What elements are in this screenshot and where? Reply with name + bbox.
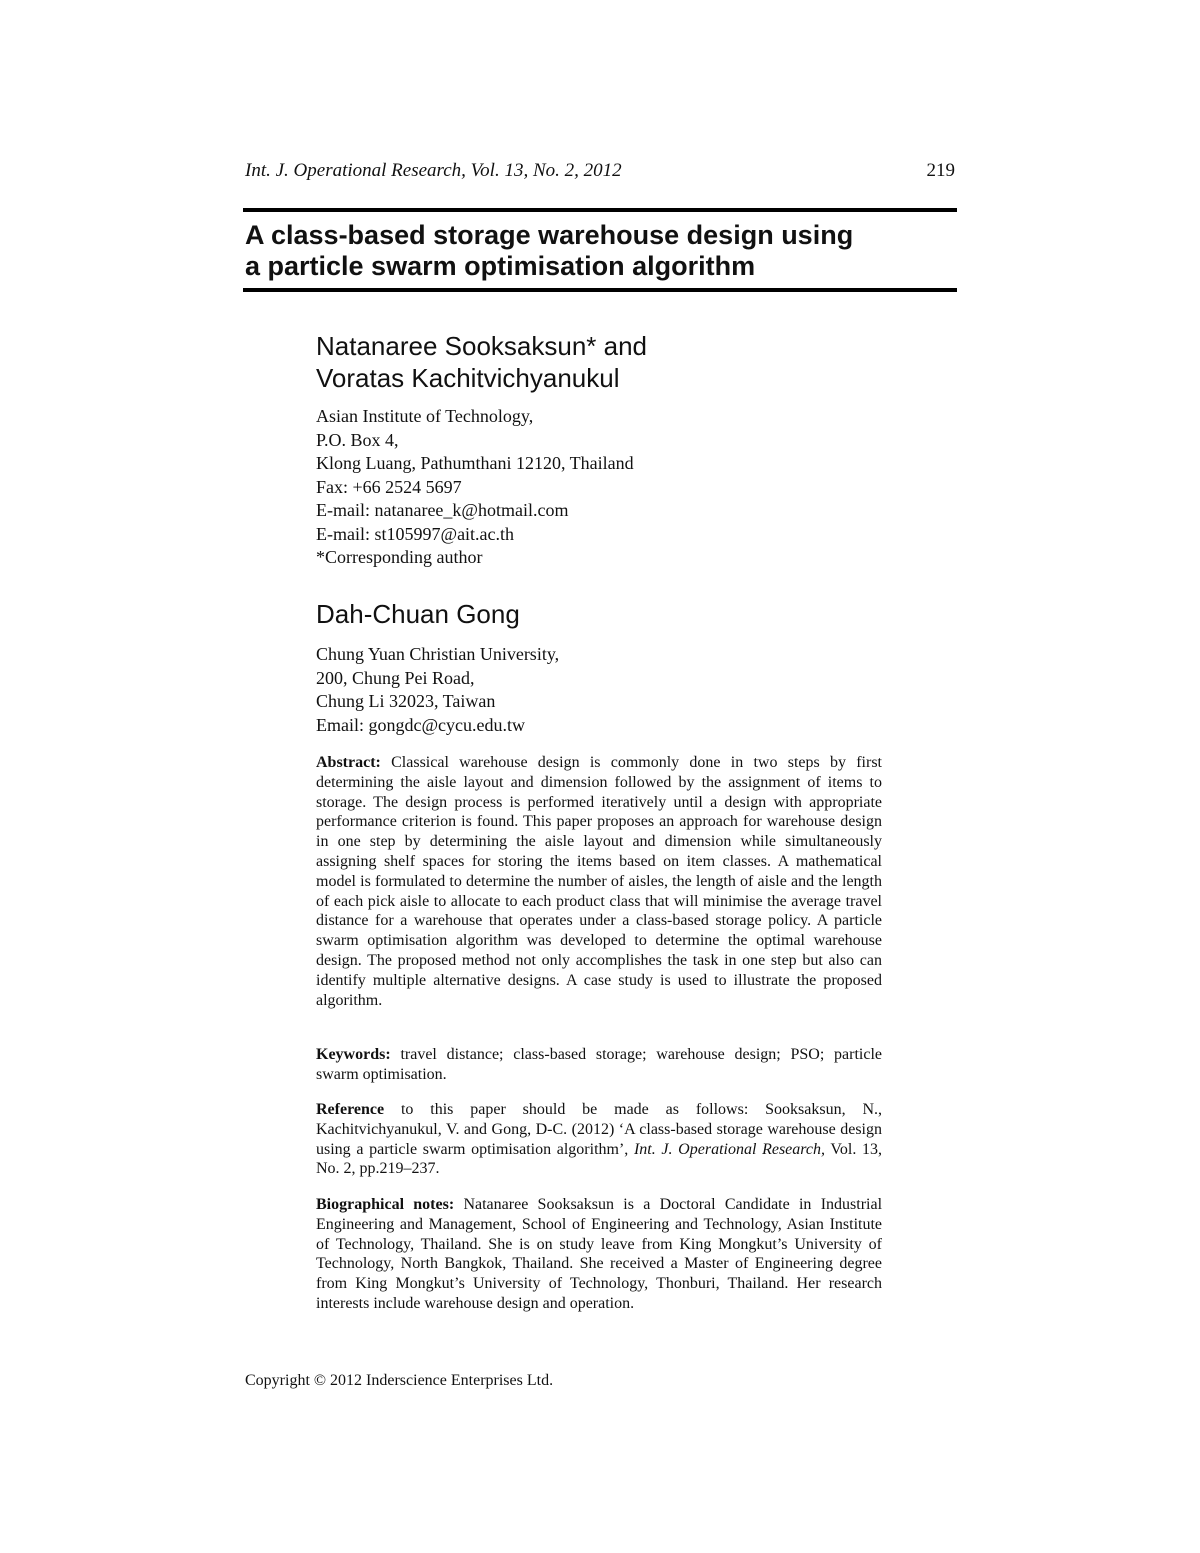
- paper-title: [245, 220, 945, 282]
- affiliation-1-line: Klong Luang, Pathumthani 12120, Thailand: [316, 453, 634, 473]
- affiliation-1-email: E-mail: st105997@ait.ac.th: [316, 523, 515, 544]
- title-bottom-rule: [243, 288, 957, 292]
- copyright-notice: Copyright © 2012 Inderscience Enterprises Ltd.: [245, 1372, 554, 1389]
- affiliation-1-email: E-mail: natanaree_k@hotmail.com: [316, 500, 569, 520]
- affiliation-2-email: Email: gongdc@cycu.edu.tw: [316, 714, 526, 735]
- affiliation-2-line: Chung Li 32023, Taiwan: [316, 691, 496, 711]
- corresponding-author-note: *Corresponding author: [316, 547, 483, 567]
- keywords-text: travel distance; class-based storage; warehouse design; PSO; particle swarm optimisation.: [316, 1046, 883, 1083]
- author-names-1: [316, 330, 886, 394]
- reference: [316, 1100, 882, 1179]
- affiliation-1-fax: Fax: +66 2524 5697: [316, 476, 462, 497]
- affiliation-2-line: Chung Yuan Christian University,: [316, 644, 560, 664]
- biographical-notes: [316, 1195, 882, 1314]
- affiliation-1-line: Asian Institute of Technology,: [316, 406, 534, 426]
- reference-text: to this paper should be made as follows: Sooksaksun, N., Kachitvichyanukul, V. and Gong, D-C. (2012) ‘A class-based storage warehouse design using a particle swarm optimisation algorithm’,: [316, 1101, 882, 1158]
- reference-label: Reference: [316, 1101, 385, 1118]
- affiliation-1: [316, 405, 634, 570]
- affiliation-1-line: P.O. Box 4,: [316, 429, 399, 450]
- title-top-rule: [243, 208, 957, 212]
- journal-citation: Int. J. Operational Research, Vol. 13, No. 2, 2012: [245, 160, 622, 181]
- reference-journal: Int. J. Operational Research,: [633, 1140, 826, 1158]
- title-line-2: a particle swarm optimisation algorithm: [245, 251, 756, 281]
- title-line-1: A class-based storage warehouse design using: [245, 220, 854, 250]
- author-line-2: Voratas Kachitvichyanukul: [316, 363, 620, 393]
- bio-label: Biographical notes:: [316, 1196, 455, 1213]
- abstract: [316, 753, 882, 1010]
- author-line-3: Dah-Chuan Gong: [316, 599, 520, 629]
- keywords: [316, 1045, 882, 1085]
- affiliation-2-line: 200, Chung Pei Road,: [316, 667, 475, 688]
- abstract-label: Abstract:: [316, 754, 381, 771]
- abstract-text: Classical warehouse design is commonly done in two steps by first determining the aisle layout and dimension followed by the assignment of items to storage. The design process is performed iteratively until a design with appropriate performance criterion is found. This paper proposes an approach for warehouse design in one step by determining the aisle layout and dimension while simultaneously assigning shelf spaces for storing the items based on item classes. A mathematical model is formulated to determine the number of aisles, the length of aisle and the length of each pick aisle to allocate to each product class that will minimise the average travel distance for a warehouse that operates under a class-based storage policy. A particle swarm optimisation algorithm was developed to determine the optimal warehouse design. The proposed method not only accomplishes the task in one step but also can identify multiple alternative designs. A case study is used to illustrate the proposed algorithm.: [316, 754, 882, 1009]
- page-number: 219: [926, 160, 955, 181]
- author-names-2: [316, 598, 886, 630]
- affiliation-2: [316, 643, 559, 737]
- running-header: [245, 160, 955, 186]
- reference-details: Vol. 13, No. 2, pp.219–237.: [316, 1140, 883, 1178]
- keywords-label: Keywords:: [316, 1046, 391, 1063]
- author-line-1: Natanaree Sooksaksun* and: [316, 331, 648, 361]
- bio-text: Natanaree Sooksaksun is a Doctoral Candidate in Industrial Engineering and Management, School of Engineering and Technology, Asian Institute of Technology, Thailand. She is on study leave from King Mongkut’s University of Technology, North Bangkok, Thailand. She received a Master of Engineering degree from King Mongkut’s University of Technology, Thonburi, Thailand. Her research interests include warehouse design and operation.: [316, 1196, 883, 1312]
